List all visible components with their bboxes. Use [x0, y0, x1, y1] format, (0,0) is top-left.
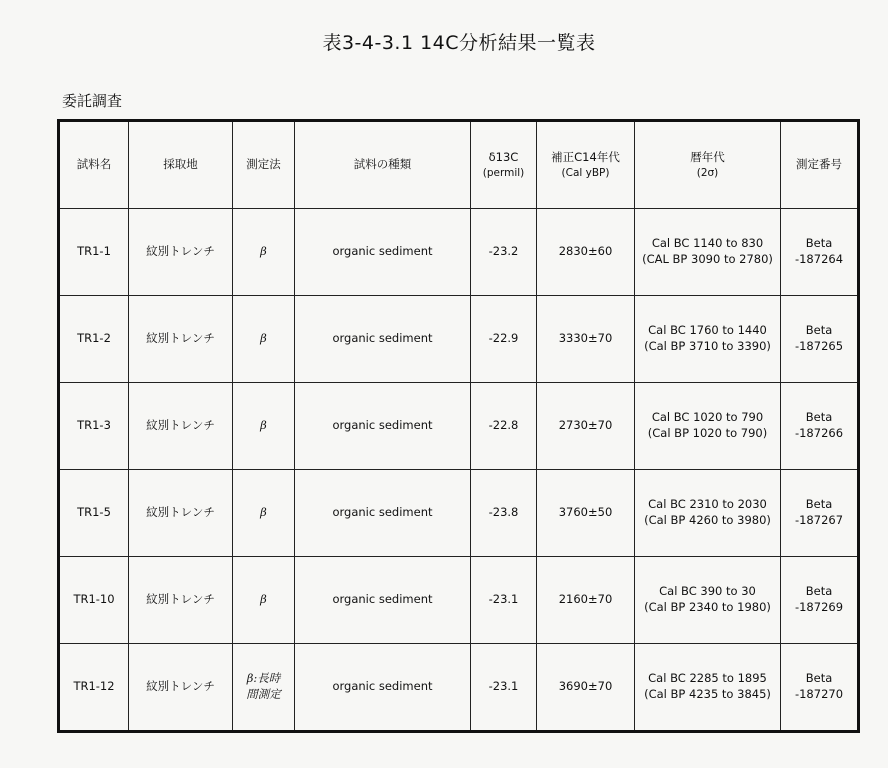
cell-method: β	[233, 209, 295, 296]
cell-calendar	[635, 470, 781, 557]
cell-material: organic sediment	[295, 383, 471, 470]
table-row	[59, 470, 859, 557]
cell-calendar-bp: (Cal BP 1020 to 790)	[647, 426, 768, 440]
cell-id-lab: Beta	[805, 410, 833, 425]
cell-id	[781, 383, 859, 470]
cell-d13c: -22.9	[471, 296, 537, 383]
cell-id	[781, 557, 859, 644]
header-d13c-sub: (permil)	[482, 166, 525, 179]
cell-sample: TR1-12	[59, 644, 129, 732]
cell-sample: TR1-1	[59, 209, 129, 296]
cell-id-lab: Beta	[805, 584, 833, 599]
cell-d13c: -22.8	[471, 383, 537, 470]
cell-calendar-bc: Cal BC 2285 to 1895	[648, 671, 767, 686]
header-cal-main: 暦年代	[690, 150, 725, 165]
cell-sample: TR1-5	[59, 470, 129, 557]
cell-calendar-bp: (Cal BP 4235 to 3845)	[644, 687, 771, 701]
header-method: 測定法	[233, 121, 295, 209]
header-id: 測定番号	[781, 121, 859, 209]
cell-sample: TR1-10	[59, 557, 129, 644]
cell-id-lab: Beta	[805, 323, 833, 338]
cell-d13c: -23.8	[471, 470, 537, 557]
cell-id-lab: Beta	[805, 236, 833, 251]
cell-calendar-bc: Cal BC 1140 to 830	[651, 236, 764, 251]
cell-age: 2730±70	[537, 383, 635, 470]
cell-id-number: -187267	[794, 513, 844, 527]
header-site: 採取地	[129, 121, 233, 209]
cell-material: organic sediment	[295, 644, 471, 732]
cell-site: 紋別トレンチ	[129, 557, 233, 644]
table-row	[59, 557, 859, 644]
cell-age: 3760±50	[537, 470, 635, 557]
header-cal-sub: (2σ)	[696, 166, 719, 179]
cell-calendar	[635, 644, 781, 732]
cell-material: organic sediment	[295, 470, 471, 557]
cell-sample: TR1-3	[59, 383, 129, 470]
header-age-main: 補正C14年代	[551, 150, 620, 165]
cell-age: 3690±70	[537, 644, 635, 732]
table-header-row	[59, 121, 859, 209]
cell-material: organic sediment	[295, 557, 471, 644]
cell-id	[781, 209, 859, 296]
table-row	[59, 209, 859, 296]
cell-material: organic sediment	[295, 296, 471, 383]
cell-age: 2830±60	[537, 209, 635, 296]
header-sample: 試料名	[59, 121, 129, 209]
cell-calendar-bc: Cal BC 2310 to 2030	[648, 497, 767, 512]
cell-calendar	[635, 209, 781, 296]
header-age-sub: (Cal yBP)	[561, 166, 610, 179]
header-age	[537, 121, 635, 209]
cell-id-number: -187264	[794, 252, 844, 266]
cell-id-number: -187265	[794, 339, 844, 353]
cell-method: β	[233, 383, 295, 470]
table-row	[59, 296, 859, 383]
cell-calendar	[635, 557, 781, 644]
cell-id	[781, 470, 859, 557]
cell-sample: TR1-2	[59, 296, 129, 383]
table-row	[59, 383, 859, 470]
cell-id	[781, 296, 859, 383]
page-title: 表3-4-3.1 14C分析結果一覧表	[322, 32, 596, 54]
cell-material: organic sediment	[295, 209, 471, 296]
cell-calendar-bp: (Cal BP 2340 to 1980)	[644, 600, 771, 614]
cell-age: 3330±70	[537, 296, 635, 383]
cell-site: 紋別トレンチ	[129, 644, 233, 732]
cell-d13c: -23.2	[471, 209, 537, 296]
results-table	[57, 119, 860, 733]
cell-d13c: -23.1	[471, 644, 537, 732]
header-d13c	[471, 121, 537, 209]
cell-id	[781, 644, 859, 732]
cell-d13c: -23.1	[471, 557, 537, 644]
cell-site: 紋別トレンチ	[129, 209, 233, 296]
cell-calendar-bp: (Cal BP 3710 to 3390)	[644, 339, 771, 353]
cell-age: 2160±70	[537, 557, 635, 644]
header-material: 試料の種類	[295, 121, 471, 209]
cell-site: 紋別トレンチ	[129, 296, 233, 383]
cell-method: β	[233, 557, 295, 644]
cell-id-number: -187269	[794, 600, 844, 614]
cell-calendar-bp: (Cal BP 4260 to 3980)	[644, 513, 771, 527]
cell-id-number: -187266	[794, 426, 844, 440]
cell-site: 紋別トレンチ	[129, 470, 233, 557]
table-row	[59, 644, 859, 732]
table-body	[59, 209, 859, 732]
cell-method: β	[233, 296, 295, 383]
header-d13c-main: δ13C	[488, 150, 519, 165]
cell-calendar-bc: Cal BC 1760 to 1440	[648, 323, 767, 338]
cell-site: 紋別トレンチ	[129, 383, 233, 470]
section-subtitle: 委託調査	[62, 92, 123, 110]
cell-calendar	[635, 383, 781, 470]
cell-calendar-bc: Cal BC 1020 to 790	[651, 410, 764, 425]
cell-calendar	[635, 296, 781, 383]
cell-id-lab: Beta	[805, 671, 833, 686]
cell-id-lab: Beta	[805, 497, 833, 512]
header-calendar	[635, 121, 781, 209]
cell-method: β:長時 間測定	[233, 644, 295, 732]
cell-method: β	[233, 470, 295, 557]
cell-calendar-bp: (CAL BP 3090 to 2780)	[642, 252, 773, 266]
cell-id-number: -187270	[794, 687, 844, 701]
cell-calendar-bc: Cal BC 390 to 30	[659, 584, 756, 599]
